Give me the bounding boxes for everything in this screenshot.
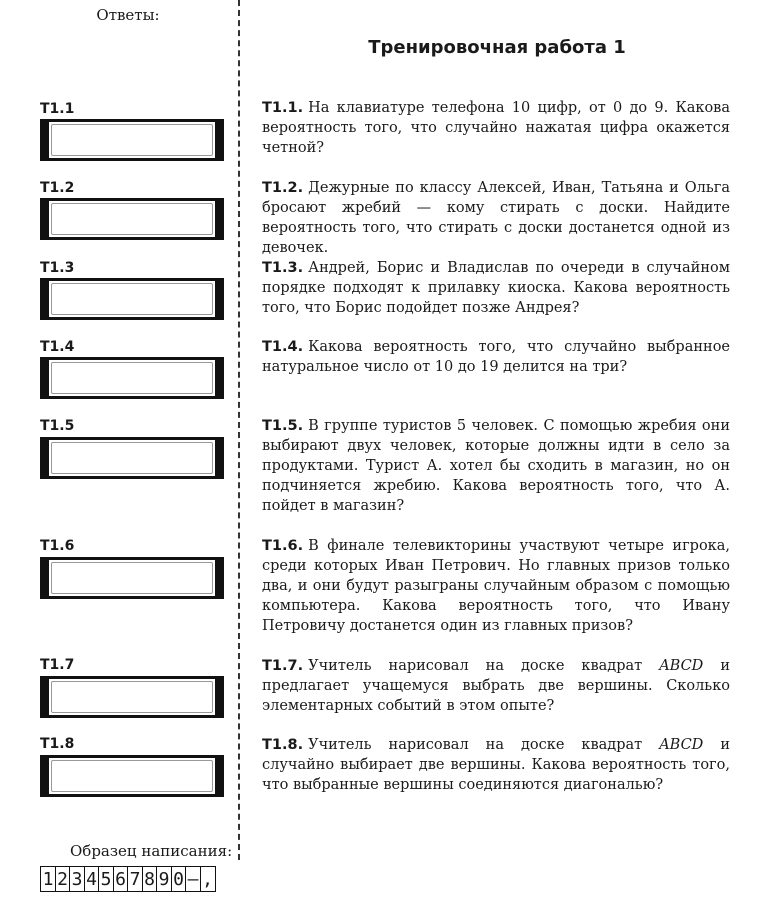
task-text: Андрей, Борис и Владислав по очереди в случайном порядке подходят к прилавку киоска. Какова вероятность того, что Борис подойдет позже Андрея?	[262, 260, 730, 316]
answer-label-t1-1: T1.1	[40, 101, 75, 117]
answer-box-t1-3[interactable]	[40, 278, 224, 320]
answer-label-t1-4: T1.4	[40, 339, 75, 355]
task-number: T1.7.	[262, 658, 304, 674]
task-text: Учитель нарисовал на доске квадрат	[308, 737, 660, 753]
task-number: T1.8.	[262, 737, 304, 753]
answer-label-t1-3: T1.3	[40, 260, 75, 276]
answer-label-t1-7: T1.7	[40, 657, 75, 673]
square-name: ABCD	[659, 737, 704, 753]
answer-label-t1-8: T1.8	[40, 736, 75, 752]
answer-box-t1-8[interactable]	[40, 755, 224, 797]
sample-digits	[40, 866, 214, 892]
sample-digit: 0	[171, 866, 187, 892]
sample-digit: 8	[142, 866, 158, 892]
square-name: ABCD	[659, 658, 704, 674]
sample-digit: 4	[84, 866, 100, 892]
page-title: Тренировочная работа 1	[368, 37, 626, 58]
answer-box-t1-6[interactable]	[40, 557, 224, 599]
task-number: T1.4.	[262, 339, 304, 355]
answer-label-t1-5: T1.5	[40, 418, 75, 434]
sample-digit: 6	[113, 866, 129, 892]
answers-heading: Ответы:	[96, 6, 160, 24]
task-text: На клавиатуре телефона 10 цифр, от 0 до 9. Какова вероятность того, что случайно нажатая цифра окажется четной?	[262, 100, 730, 156]
answer-box-t1-5[interactable]	[40, 437, 224, 479]
answer-box-t1-4[interactable]	[40, 357, 224, 399]
task-text: и предлагает учащемуся выбрать две вершины. Сколько элементарных событий в этом опыте?	[262, 658, 730, 714]
task-t1-1	[262, 98, 730, 158]
task-number: T1.5.	[262, 418, 304, 434]
sample-digit: 5	[98, 866, 114, 892]
cut-line	[238, 0, 240, 860]
task-text: Учитель нарисовал на доске квадрат	[308, 658, 660, 674]
answer-label-t1-6: T1.6	[40, 538, 75, 554]
sample-comma: ,	[200, 866, 216, 892]
answer-box-t1-2[interactable]	[40, 198, 224, 240]
sample-digit: 1	[40, 866, 56, 892]
answer-label-t1-2: T1.2	[40, 180, 75, 196]
sample-label: Образец написания:	[70, 842, 233, 860]
task-t1-2	[262, 178, 730, 258]
task-t1-7	[262, 656, 730, 716]
sample-digit: 2	[55, 866, 71, 892]
sample-digit: 9	[156, 866, 172, 892]
sample-digit: 3	[69, 866, 85, 892]
answer-box-t1-7[interactable]	[40, 676, 224, 718]
task-text: В группе туристов 5 человек. С помощью жребия они выбирают двух человек, которые должны идти в село за продуктами. Турист А. хотел бы сходить в магазин, но он подчиняется жребию. Какова вероятность того, что А. пойдет в магазин?	[262, 418, 730, 514]
task-t1-3	[262, 258, 730, 318]
sample-dash: –	[185, 866, 201, 892]
task-t1-5	[262, 416, 730, 516]
task-number: T1.6.	[262, 538, 304, 554]
task-t1-6	[262, 536, 730, 636]
task-text: и случайно выбирает две вершины. Какова вероятность того, что выбранные вершины соединяются диагональю?	[262, 737, 730, 793]
task-number: T1.2.	[262, 180, 304, 196]
task-t1-8	[262, 735, 730, 795]
task-text: Какова вероятность того, что случайно выбранное натуральное число от 10 до 19 делится на три?	[262, 339, 730, 375]
task-text: Дежурные по классу Алексей, Иван, Татьяна и Ольга бросают жребий — кому стирать с доски. Найдите вероятность того, что стирать с доски достанется одной из девочек.	[262, 180, 730, 256]
answer-box-t1-1[interactable]	[40, 119, 224, 161]
task-t1-4	[262, 337, 730, 377]
sample-digit: 7	[127, 866, 143, 892]
task-number: T1.1.	[262, 100, 304, 116]
task-number: T1.3.	[262, 260, 304, 276]
task-text: В финале телевикторины участвуют четыре игрока, среди которых Иван Петрович. Но главных призов только два, и они будут разыграны случайным образом с помощью компьютера. Какова вероятность того, что Ивану Петровичу достанется один из главных призов?	[262, 538, 730, 634]
